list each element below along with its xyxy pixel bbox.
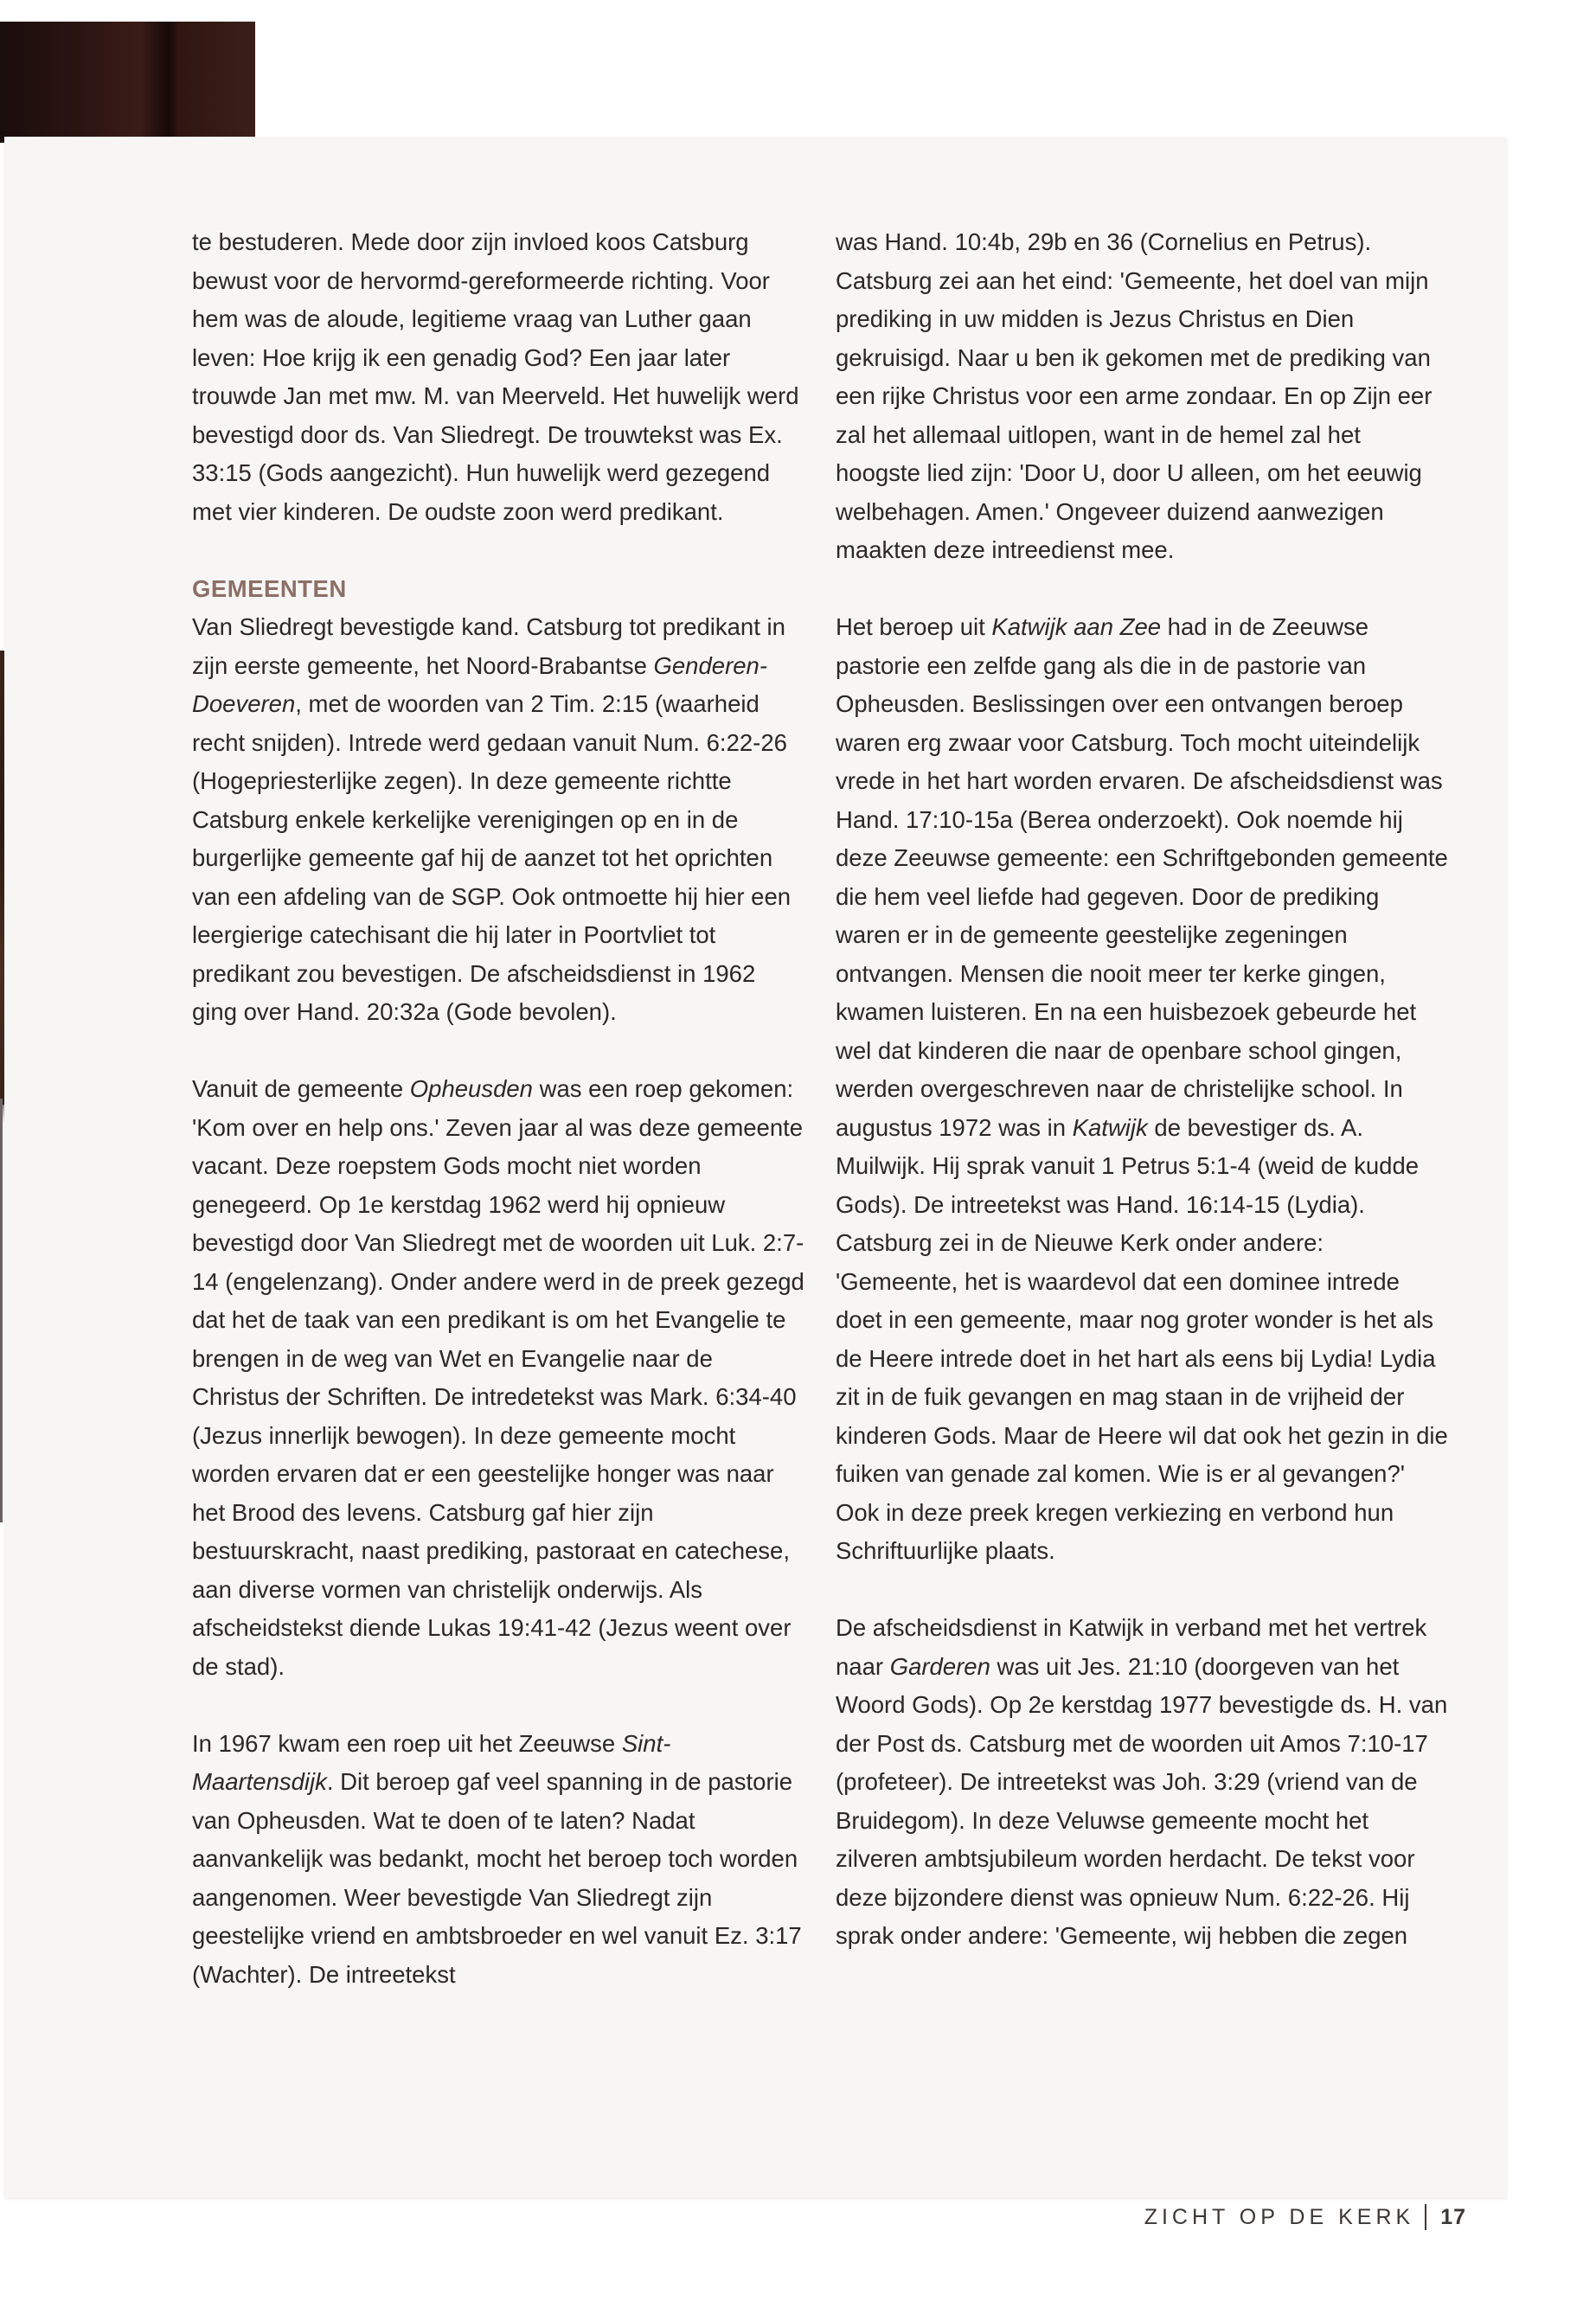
place-name: Genderen-Doeveren — [192, 651, 767, 717]
paragraph: was Hand. 10:4b, 29b en 36 (Cornelius en Petrus). Catsburg zei aan het eind: 'Gemeente, het doel van mijn prediking in uw midden is Jezus Christus en Dien gekruisigd. Naar u ben ik gekomen met de prediking van een rijke Christus voor een arme zondaar. En op Zijn eer zal het allemaal uitlopen, want in de hemel zal het hoogste lied zijn: 'Door U, door U alleen, om het eeuwig welbehagen. Amen.' Ongeveer duizend aanwezigen maakten deze intreedienst mee. — [836, 228, 1433, 563]
paragraph: Het beroep uit Katwijk aan Zee had in de Zeeuwse pastorie een zelfde gang als die in de pastorie van Opheusden. Beslissingen over een ontvangen beroep waren erg zwaar voor Catsburg. Toch mocht uiteindelijk vrede in het hart worden ervaren. De afscheidsdienst was Hand. 17:10-15a (Berea onderzoekt). Ook noemde hij deze Zeeuwse gemeente: een Schriftgebonden gemeente die hem veel liefde had gegeven. Door de prediking waren er in de gemeente geestelijke zegeningen ontvangen. Mensen die nooit meer ter kerke gingen, kwamen luisteren. En na een huisbezoek gebeurde het wel dat kinderen die naar de openbare school gingen, werden overgeschreven naar de christelijke school. In augustus 1972 was in Katwijk de bevestiger ds. A. Muilwijk. Hij sprak vanuit 1 Petrus 5:1-4 (weid de kudde Gods). De intreetekst was Hand. 16:14-15 (Lydia). Catsburg zei in de Nieuwe Kerk onder andere: 'Gemeente, het is waardevol dat een dominee intrede doet in een gemeente, maar nog groter wonder is het als de Heere intrede doet in het hart als eens bij Lydia! Lydia zit in de fuik gevangen en mag staan in de vrijheid der kinderen Gods. Maar de Heere wil dat ook het gezin in die fuiken van genade zal komen. Wie is er al gevangen?' Ook in deze preek kregen verkiezing en verbond hun Schriftuurlijke plaats. — [836, 613, 1448, 1564]
paragraph: te bestuderen. Mede door zijn invloed koos Catsburg bewust voor de hervormd-gereformeerde richting. Voor hem was de aloude, legitieme vraag van Luther gaan leven: Hoe krijg ik een genadig God? Een jaar later trouwde Jan met mw. M. van Meerveld. Het huwelijk werd bevestigd door ds. Van Sliedregt. De trouwtekst was Ex. 33:15 (Gods aangezicht). Hun huwelijk werd gezegend met vier kinderen. De oudste zoon werd predikant. — [192, 228, 799, 525]
place-name: Opheusden — [409, 1075, 533, 1102]
page-number: 17 — [1440, 2204, 1466, 2229]
magazine-title: ZICHT OP DE KERK — [1144, 2204, 1415, 2229]
footer-divider — [1425, 2204, 1426, 2230]
photo-fragment-top — [0, 22, 255, 143]
place-name: Sint-Maartensdijk — [192, 1729, 671, 1795]
place-name: Katwijk aan Zee — [991, 613, 1162, 640]
paragraph: GEMEENTEN Van Sliedregt bevestigde kand. Catsburg tot predikant in zijn eerste gemeente, het Noord-Brabantse Genderen-Doeveren, met de woorden van 2 Tim. 2:15 (waarheid recht snijden). Intrede werd gedaan vanuit Num. 6:22-26 (Hogepriesterlijke zegen). In deze gemeente richtte Catsburg enkele kerkelijke verenigingen op en in de burgerlijke gemeente gaf hij de aanzet tot het oprichten van een afdeling van de SGP. Ook ontmoette hij hier een leergierige catechisant die hij later in Poortvliet tot predikant zou bevestigen. De afscheidsdienst in 1962 ging over Hand. 20:32a (Gode bevolen). — [192, 570, 806, 1032]
paragraph: De afscheidsdienst in Katwijk in verband met het vertrek naar Garderen was uit Jes. 21:10 (doorgeven van het Woord Gods). Op 2e kerstdag 1977 bevestigde ds. H. van der Post ds. Catsburg met de woorden uit Amos 7:10-17 (profeteer). De intreetekst was Joh. 3:29 (vriend van de Bruidegom). In deze Veluwse gemeente mocht het zilveren ambtsjubileum worden herdacht. De tekst voor deze bijzondere dienst was opnieuw Num. 6:22-26. Hij sprak onder andere: 'Gemeente, wij hebben die zegen — [836, 1614, 1448, 1949]
page-footer — [1144, 2204, 1466, 2230]
section-heading: GEMEENTEN — [192, 574, 347, 602]
place-name: Katwijk — [1072, 1113, 1148, 1141]
paragraph: Vanuit de gemeente Opheusden was een roep gekomen: 'Kom over en help ons.' Zeven jaar al was deze gemeente vacant. Deze roepstem Gods mocht niet worden genegeerd. Op 1e kerstdag 1962 werd hij opnieuw bevestigd door Van Sliedregt met de woorden uit Luk. 2:7-14 (engelenzang). Onder andere werd in de preek gezegd dat het de taak van een predikant is om het Evangelie te brengen in de weg van Wet en Evangelie naar de Christus der Schriften. De intredetekst was Mark. 6:34-40 (Jezus innerlijk bewogen). In deze gemeente mocht worden ervaren dat er een geestelijke honger was naar het Brood des levens. Catsburg gaf hier zijn bestuurskracht, naast prediking, pastoraat en catechese, aan diverse vormen van christelijk onderwijs. Als afscheidstekst diende Lukas 19:41-42 (Jezus weent over de stad). — [192, 1075, 804, 1680]
paragraph: In 1967 kwam een roep uit het Zeeuwse Sint-Maartensdijk. Dit beroep gaf veel spanning in de pastorie van Opheusden. Wat te doen of te laten? Nadat aanvankelijk was bedankt, mocht het beroep toch worden aangenomen. Weer bevestigde Van Sliedregt zijn geestelijke vriend en ambtsbroeder en wel vanuit Ez. 3:17 (Wachter). De intreetekst — [192, 1729, 802, 1988]
photo-edge — [0, 1099, 3, 1522]
left-column — [192, 223, 806, 2033]
place-name: Garderen — [889, 1652, 990, 1680]
right-column — [836, 223, 1450, 1994]
